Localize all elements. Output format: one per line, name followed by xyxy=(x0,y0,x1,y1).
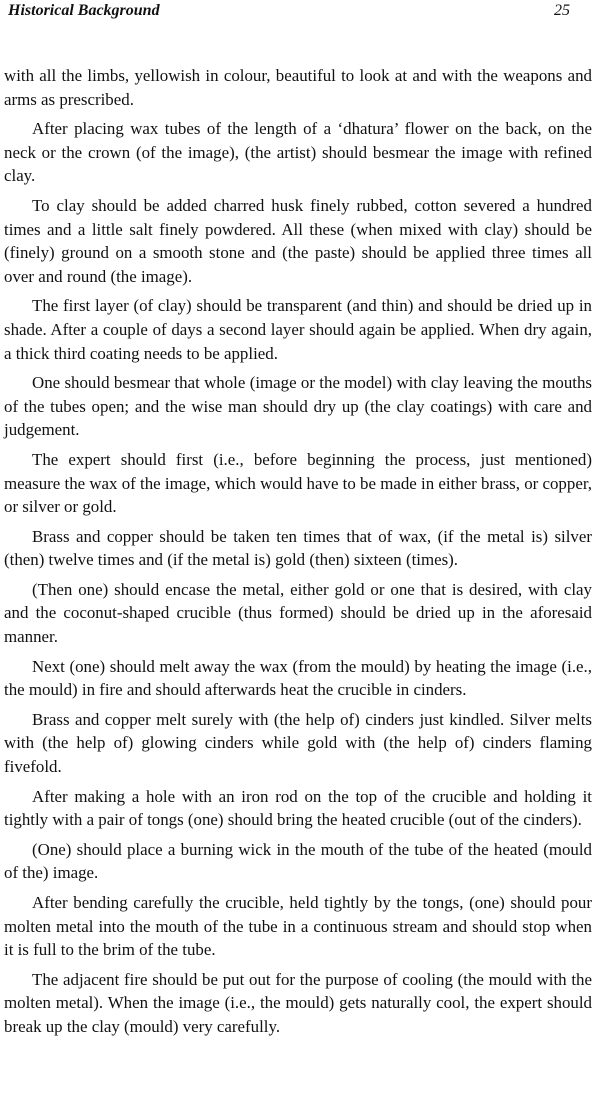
paragraph: After bending carefully the crucible, held tightly by the tongs, (one) should pour molten metal into the mouth of the tube in a continuous stream and should stop when it is full to the brim of the tube. xyxy=(4,893,592,960)
paragraph: Brass and copper melt surely with (the help of) cinders just kindled. Silver melts with (the help of) glowing cinders while gold with (the help of) cinders flaming fivefold. xyxy=(4,709,592,777)
paragraph: After making a hole with an iron rod on the top of the crucible and holding it tightly with a pair of tongs (one) should bring the heated crucible (out of the cinders). xyxy=(4,786,592,830)
paragraph: One should besmear that whole (image or the model) with clay leaving the mouths of the tubes open; and the wise man should dry up (the clay coatings) with care and judgement. xyxy=(4,373,592,440)
paragraph: After placing wax tubes of the length of a ‘dhatura’ flower on the back, on the neck or the crown (of the image), (the artist) should besmear the image with refined clay. xyxy=(4,119,592,186)
paragraph: To clay should be added charred husk finely rubbed, cotton severed a hundred times and a little salt finely powdered. All these (when mixed with clay) should be (finely) ground on a smooth stone and (the paste) should be applied three times all over and round (the image). xyxy=(4,195,592,286)
page-number: 25 xyxy=(554,2,570,19)
paragraph: Next (one) should melt away the wax (from the mould) by heating the image (i.e., the mould) in fire and should afterwards heat the crucible in cinders. xyxy=(4,656,592,700)
body-text xyxy=(4,64,592,1045)
paragraph: with all the limbs, yellowish in colour, beautiful to look at and with the weapons and arms as prescribed. xyxy=(4,66,592,109)
page-header xyxy=(4,0,592,30)
paragraph: (Then one) should encase the metal, either gold or one that is desired, with clay and the coconut-shaped crucible (thus formed) should be dried up in the aforesaid manner. xyxy=(4,579,592,647)
running-head: Historical Background xyxy=(8,2,160,19)
paragraph: The expert should first (i.e., before beginning the process, just mentioned) measure the wax of the image, which would have to be made in either brass, or copper, or silver or gold. xyxy=(4,449,592,517)
paragraph: Brass and copper should be taken ten times that of wax, (if the metal is) silver (then) twelve times and (if the metal is) gold (then) sixteen (times). xyxy=(4,526,592,570)
paragraph: The adjacent fire should be put out for the purpose of cooling (the mould with the molten metal). When the image (i.e., the mould) gets naturally cool, the expert should break up the clay (mould) very carefully. xyxy=(4,969,592,1036)
paragraph: The first layer (of clay) should be transparent (and thin) and should be dried up in shade. After a couple of days a second layer should again be applied. When dry again, a thick third coating needs to be applied. xyxy=(4,296,592,363)
paragraph: (One) should place a burning wick in the mouth of the tube of the heated (mould of the) image. xyxy=(4,839,592,883)
